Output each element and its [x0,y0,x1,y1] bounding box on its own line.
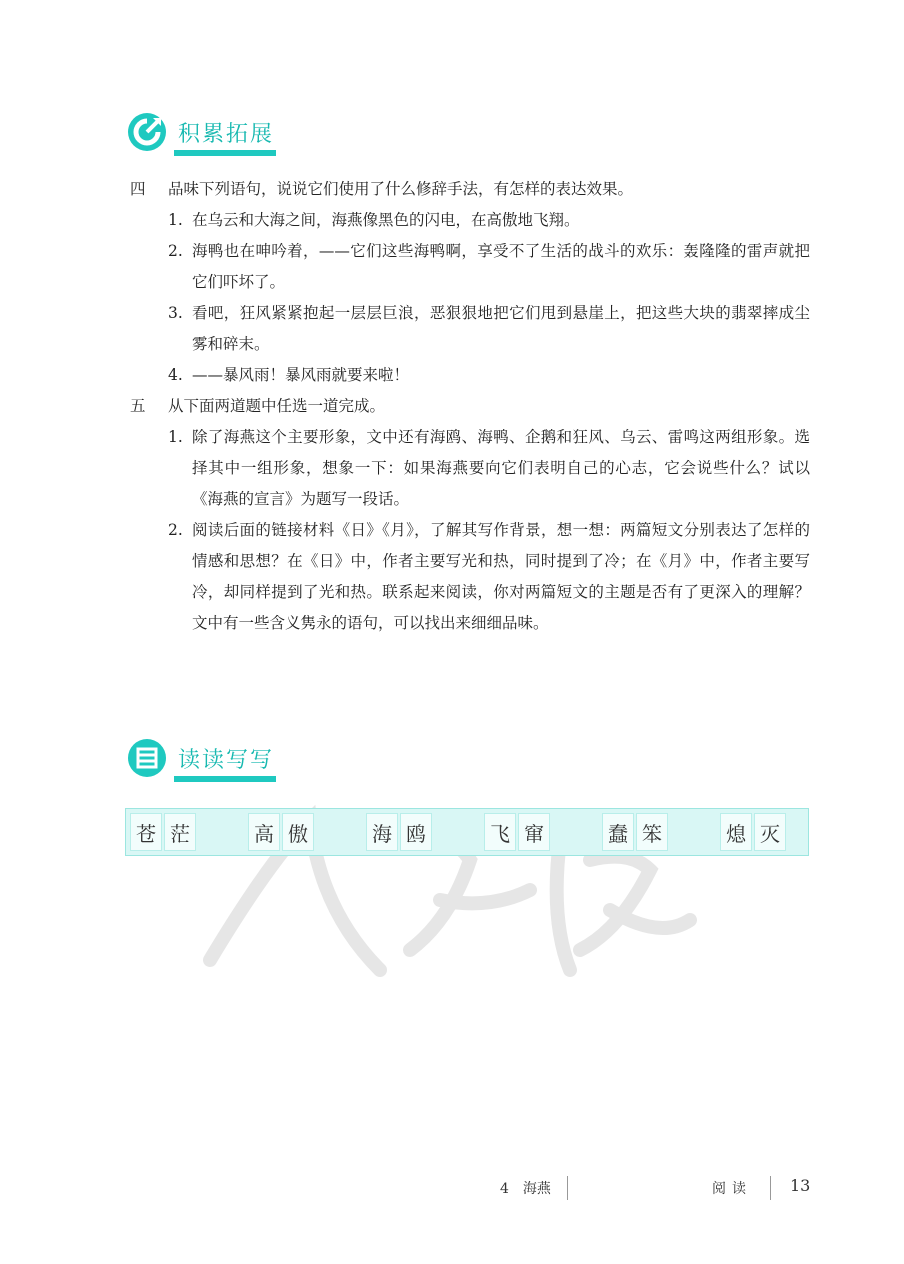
char-cell: 鸥 [400,813,432,851]
question-items [130,422,810,639]
question-items [130,205,810,391]
vocab-word [248,813,316,851]
footer-unit: 阅读 [712,1181,752,1197]
vocab-word [484,813,552,851]
char-cell: 茫 [164,813,196,851]
char-cell: 笨 [636,813,668,851]
char-cell: 蠢 [602,813,634,851]
footer-lesson: 4 海燕 [500,1181,551,1197]
page-footer [0,1176,904,1202]
char-cell: 高 [248,813,280,851]
question-heading [130,174,810,205]
list-item: 3. 看吧，狂风紧紧抱起一层层巨浪，恶狠狠地把它们甩到悬崖上，把这些大块的翡翠摔成尘雾和碎末。 [168,304,810,353]
arrow-circle-icon [128,113,166,151]
footer-divider [770,1176,771,1200]
char-cell: 傲 [282,813,314,851]
question-text: 从下面两道题中任选一道完成。 [168,397,386,415]
vocabulary-strip [125,808,809,856]
vocab-word [720,813,788,851]
vocab-word [366,813,434,851]
book-icon [128,739,166,777]
char-cell: 苍 [130,813,162,851]
section-header-accumulate [128,110,274,154]
exercise-block [130,174,810,639]
question-number: 五 [130,397,146,415]
question-heading [130,391,810,422]
footer-divider [567,1176,568,1200]
char-cell: 海 [366,813,398,851]
list-item: 1. 除了海燕这个主要形象，文中还有海鸥、海鸭、企鹅和狂风、乌云、雷鸣这两组形象。选择其中一组形象，想象一下：如果海燕要向它们表明自己的心志，它会说些什么？试以《海燕的宣言》为题写一段话。 [168,428,810,508]
question-number: 四 [130,180,146,198]
section-header-read-write [128,736,274,780]
section-title: 读读写写 [178,743,274,774]
list-item: 2. 阅读后面的链接材料《日》《月》，了解其写作背景，想一想：两篇短文分别表达了怎样的情感和思想？在《日》中，作者主要写光和热，同时提到了冷；在《月》中，作者主要写冷，却同样提到了光和热。联系起来阅读，你对两篇短文的主题是否有了更深入的理解？文中有一些含义隽永的语句，可以找出来细细品味。 [168,521,810,632]
page-number: 13 [790,1176,811,1195]
vocab-word [602,813,670,851]
char-cell: 熄 [720,813,752,851]
list-item: 4. ——暴风雨！暴风雨就要来啦！ [168,366,410,384]
vocab-word [130,813,198,851]
list-item: 2. 海鸭也在呻吟着，——它们这些海鸭啊，享受不了生活的战斗的欢乐：轰隆隆的雷声就把它们吓坏了。 [168,242,810,291]
char-cell: 窜 [518,813,550,851]
question-text: 品味下列语句，说说它们使用了什么修辞手法，有怎样的表达效果。 [168,180,634,198]
char-cell: 灭 [754,813,786,851]
list-item: 1. 在乌云和大海之间，海燕像黑色的闪电，在高傲地飞翔。 [168,211,580,229]
section-title: 积累拓展 [178,117,274,148]
char-cell: 飞 [484,813,516,851]
